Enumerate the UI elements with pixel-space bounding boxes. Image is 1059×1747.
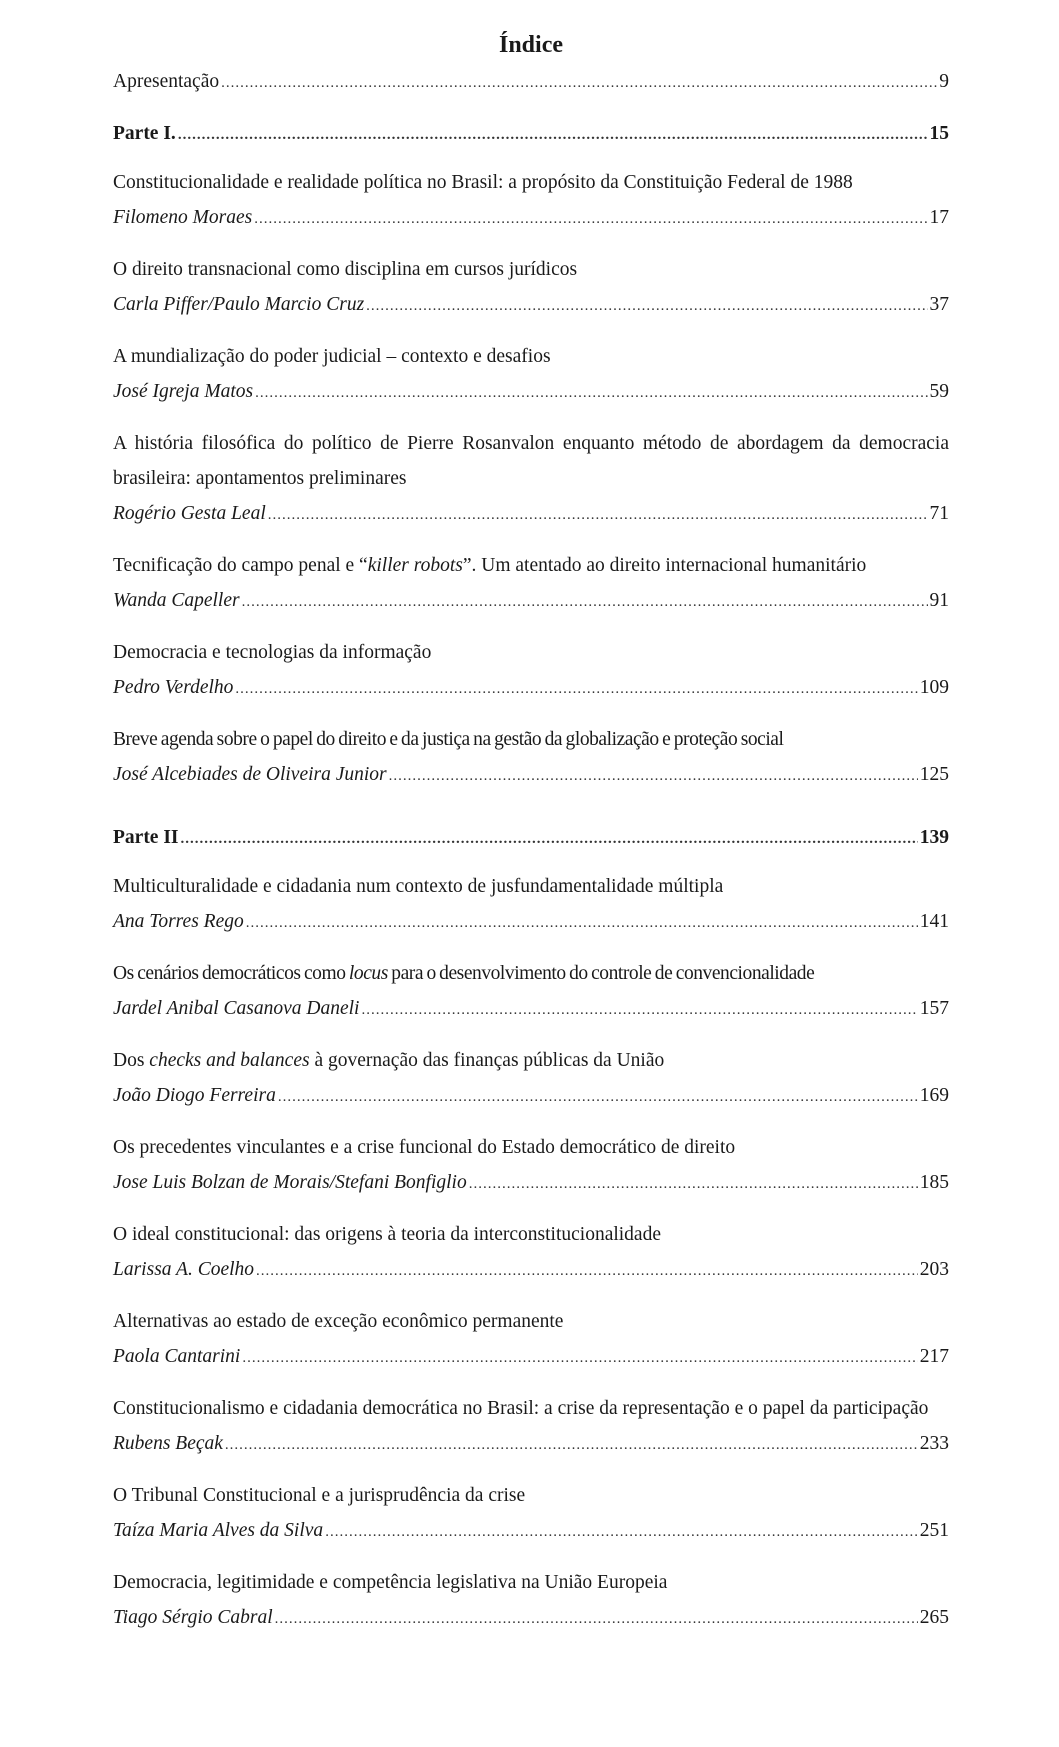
toc-entry <box>113 252 949 322</box>
dot-leader <box>178 118 928 153</box>
dot-leader <box>275 1602 918 1637</box>
entry-author: João Diogo Ferreira <box>113 1085 276 1106</box>
toc-page-number: 185 <box>919 1172 949 1193</box>
entry-author-line <box>113 1600 949 1635</box>
entry-title <box>113 548 949 583</box>
dot-leader <box>325 1515 918 1550</box>
toc-entry <box>113 635 949 705</box>
entry-author-line <box>113 496 949 531</box>
toc-entry <box>113 956 949 1026</box>
entry-title: Democracia, legitimidade e competência legislativa na União Europeia <box>113 1572 668 1593</box>
part-label: Parte II <box>113 827 179 848</box>
toc-page-number: 233 <box>919 1433 949 1454</box>
toc-page-number: 251 <box>919 1520 949 1541</box>
entry-author: Jose Luis Bolzan de Morais/Stefani Bonfiglio <box>113 1172 467 1193</box>
entry-author-line <box>113 1165 949 1200</box>
toc-page-number: 169 <box>919 1085 949 1106</box>
dot-leader <box>268 498 928 533</box>
page-title: Índice <box>498 32 563 58</box>
entry-title: A história filosófica do político de Pierre Rosanvalon enquanto método de abordagem da democracia brasileira: apontamentos preliminares <box>113 433 949 489</box>
toc-page-number: 125 <box>919 764 949 785</box>
toc-page-number: 265 <box>919 1607 949 1628</box>
entry-title: O direito transnacional como disciplina em cursos jurídicos <box>113 259 578 280</box>
entry-title <box>113 1043 949 1078</box>
entry-title <box>113 956 949 991</box>
toc-part-1 <box>113 116 949 151</box>
toc-entry <box>113 1130 949 1200</box>
entry-title: Breve agenda sobre o papel do direito e da justiça na gestão da globalização e proteção social <box>113 729 784 750</box>
entry-author-line <box>113 1426 949 1461</box>
entry-author-line <box>113 757 949 792</box>
entry-author-line <box>113 1339 949 1374</box>
entry-author: José Alcebiades de Oliveira Junior <box>113 764 387 785</box>
entry-title: Os precedentes vinculantes e a crise funcional do Estado democrático de direito <box>113 1137 736 1158</box>
entry-author: José Igreja Matos <box>113 381 254 402</box>
toc-entry <box>113 1043 949 1113</box>
entry-author-line <box>113 583 949 618</box>
dot-leader <box>242 585 928 620</box>
part-label: Parte I. <box>113 123 176 144</box>
entry-title: Democracia e tecnologias da informação <box>113 642 432 663</box>
toc-page-number: 59 <box>929 381 949 402</box>
entry-author-line <box>113 904 949 939</box>
dot-leader <box>366 289 927 324</box>
toc-intro-label: Apresentação <box>113 71 220 92</box>
toc-entry <box>113 426 949 531</box>
entry-author: Filomeno Moraes <box>113 207 253 228</box>
toc-page-number: 15 <box>929 123 949 144</box>
dot-leader <box>181 822 918 857</box>
entry-author-line <box>113 991 949 1026</box>
toc-page-number: 71 <box>929 503 949 524</box>
toc-page-number: 203 <box>919 1259 949 1280</box>
dot-leader <box>242 1341 917 1376</box>
entry-author: Wanda Capeller <box>113 590 240 611</box>
entry-author-line <box>113 200 949 235</box>
toc-page-number: 91 <box>929 590 949 611</box>
dot-leader <box>278 1080 918 1115</box>
dot-leader <box>246 906 918 941</box>
toc-entry <box>113 548 949 618</box>
entry-author: Jardel Anibal Casanova Daneli <box>113 998 360 1019</box>
toc-entry <box>113 339 949 409</box>
entry-title-emphasis: checks and balances <box>149 1050 310 1071</box>
toc-page-number: 17 <box>929 207 949 228</box>
entry-author: Rogério Gesta Leal <box>113 503 266 524</box>
entry-author: Pedro Verdelho <box>113 677 234 698</box>
toc-entry <box>113 869 949 939</box>
entry-title-text: à governação das finanças públicas da União <box>309 1050 665 1071</box>
toc-intro <box>113 64 949 99</box>
entry-title-text: Os cenários democráticos como <box>113 963 349 984</box>
toc-entry <box>113 1565 949 1635</box>
entry-title-text: Dos <box>113 1050 150 1071</box>
dot-leader <box>389 759 918 794</box>
toc-page-number: 157 <box>919 998 949 1019</box>
toc-entry <box>113 1478 949 1548</box>
toc-page-number: 9 <box>939 71 949 92</box>
table-of-contents <box>113 26 949 1652</box>
entry-author-line <box>113 1252 949 1287</box>
entry-title: A mundialização do poder judicial – contexto e desafios <box>113 346 551 367</box>
dot-leader <box>221 66 937 101</box>
toc-page-number: 141 <box>919 911 949 932</box>
entry-title-text: Tecnificação do campo penal e “ <box>113 555 368 576</box>
toc-entry <box>113 1304 949 1374</box>
entry-author-line <box>113 374 949 409</box>
entry-title: O Tribunal Constitucional e a jurisprudência da crise <box>113 1485 526 1506</box>
entry-author-line <box>113 670 949 705</box>
entry-title: Constitucionalismo e cidadania democrática no Brasil: a crise da representação e o papel da participação <box>113 1398 929 1419</box>
dot-leader <box>361 993 917 1028</box>
entry-title: Alternativas ao estado de exceção econômico permanente <box>113 1311 564 1332</box>
entry-author-line <box>113 1078 949 1113</box>
toc-entry <box>113 722 949 792</box>
dot-leader <box>469 1167 918 1202</box>
dot-leader <box>254 202 927 237</box>
entry-author-line <box>113 1513 949 1548</box>
entry-author: Rubens Beçak <box>113 1433 223 1454</box>
toc-part-2 <box>113 820 949 855</box>
entry-author: Larissa A. Coelho <box>113 1259 255 1280</box>
entry-title-text: para o desenvolvimento do controle de convencionalidade <box>387 963 815 984</box>
entry-author: Carla Piffer/Paulo Marcio Cruz <box>113 294 365 315</box>
dot-leader <box>225 1428 918 1463</box>
toc-entry <box>113 1391 949 1461</box>
toc-page-number: 109 <box>919 677 949 698</box>
entry-author: Tiago Sérgio Cabral <box>113 1607 273 1628</box>
entry-title: O ideal constitucional: das origens à teoria da interconstitucionalidade <box>113 1224 661 1245</box>
entry-author: Taíza Maria Alves da Silva <box>113 1520 324 1541</box>
toc-page-number: 139 <box>919 827 949 848</box>
entry-title-text: ”. Um atentado ao direito internacional humanitário <box>462 555 867 576</box>
entry-title-emphasis: locus <box>348 963 388 984</box>
dot-leader <box>256 1254 918 1289</box>
dot-leader <box>235 672 917 707</box>
toc-entry <box>113 165 949 235</box>
entry-title-emphasis: killer robots <box>367 555 463 576</box>
toc-page-number: 217 <box>919 1346 949 1367</box>
toc-page-number: 37 <box>929 294 949 315</box>
entry-title: Constitucionalidade e realidade política no Brasil: a propósito da Constituição Federal de 1988 <box>113 172 853 193</box>
entry-author: Ana Torres Rego <box>113 911 244 932</box>
dot-leader <box>255 376 927 411</box>
entry-title: Multiculturalidade e cidadania num contexto de jusfundamentalidade múltipla <box>113 876 724 897</box>
entry-author: Paola Cantarini <box>113 1346 241 1367</box>
toc-entry <box>113 1217 949 1287</box>
entry-author-line <box>113 287 949 322</box>
